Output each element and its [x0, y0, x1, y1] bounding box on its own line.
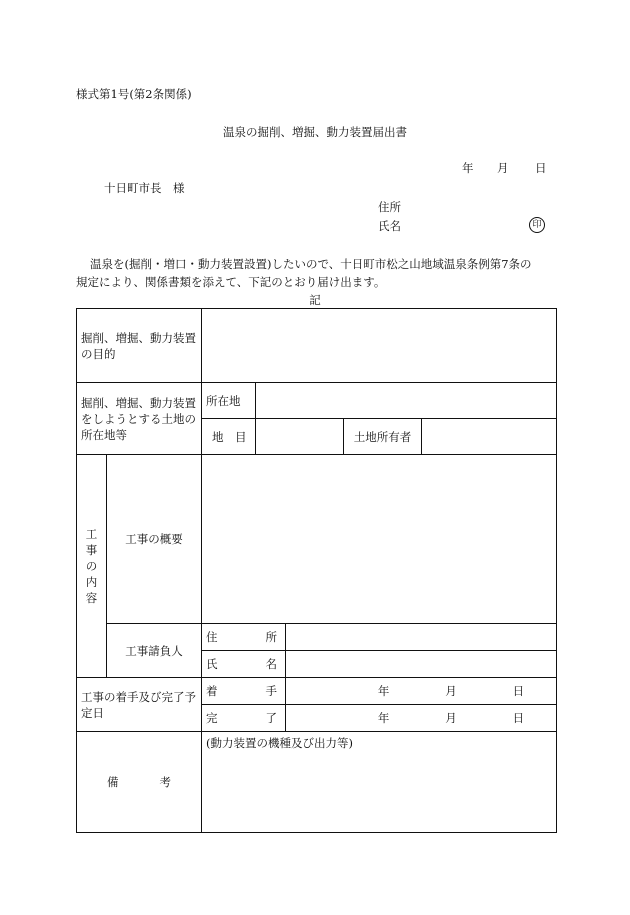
- land-owner-field[interactable]: [422, 419, 557, 455]
- contractor-address-label: [202, 624, 286, 651]
- remarks-note: (動力装置の機種及び出力等): [206, 736, 353, 750]
- date-month-label: 月: [497, 161, 509, 175]
- form-number: 様式第1号(第2条関係): [76, 87, 192, 101]
- body-paragraph-line1: 温泉を(掘削・増口・動力装置設置)したいので、十日町市松之山地域温泉条例第7条の: [90, 257, 532, 271]
- contractor-name-label: [202, 651, 286, 678]
- vertical-char: 工: [85, 527, 98, 541]
- label-char: 氏: [206, 657, 218, 671]
- vertical-char: 事: [85, 543, 98, 557]
- label-char: 了: [265, 711, 277, 725]
- label-char: 備: [107, 775, 119, 789]
- remarks-label: [77, 732, 202, 833]
- body-paragraph-line2: 規定により、関係書類を添えて、下記のとおり届け出ます。: [76, 275, 386, 289]
- label-char: 手: [265, 684, 277, 698]
- location-sub-label: 所在地: [202, 383, 256, 419]
- label-char: 住: [206, 630, 218, 644]
- finish-label: [202, 705, 286, 732]
- date-day-label: 日: [535, 161, 547, 175]
- label-char: 名: [265, 657, 277, 671]
- addressee: 十日町市長 様: [104, 181, 185, 195]
- day-label: 日: [512, 684, 525, 698]
- land-category-label: 地 目: [202, 419, 256, 455]
- schedule-label: 工事の着手及び完了予定日: [77, 678, 202, 732]
- label-char: 着: [206, 684, 218, 698]
- contractor-name-field[interactable]: [286, 651, 557, 678]
- purpose-label: 掘削、増掘、動力装置の目的: [77, 309, 202, 383]
- year-label: 年: [377, 711, 390, 725]
- vertical-char: の: [85, 559, 98, 573]
- month-label: 月: [445, 711, 457, 725]
- ki-label: 記: [309, 293, 321, 307]
- label-char: 考: [159, 775, 171, 789]
- contractor-address-field[interactable]: [286, 624, 557, 651]
- land-category-field[interactable]: [256, 419, 344, 455]
- construction-summary-field[interactable]: [202, 455, 557, 624]
- date-year-label: 年: [462, 161, 474, 175]
- address-label: 住所: [378, 200, 401, 214]
- name-label: 氏名: [378, 219, 401, 233]
- day-label: 日: [512, 711, 525, 725]
- start-date-field[interactable]: [286, 678, 557, 705]
- remarks-field[interactable]: [202, 732, 557, 833]
- contractor-label: 工事請負人: [107, 624, 202, 678]
- label-char: 所: [265, 630, 277, 644]
- location-label: 掘削、増掘、動力装置をしようとする土地の所在地等: [77, 383, 202, 455]
- purpose-field[interactable]: [202, 309, 557, 383]
- year-label: 年: [377, 684, 390, 698]
- label-char: 完: [206, 711, 218, 725]
- finish-date-field[interactable]: [286, 705, 557, 732]
- start-label: [202, 678, 286, 705]
- location-field[interactable]: [256, 383, 557, 419]
- notification-form-table: [76, 308, 557, 833]
- document-title: 温泉の掘削、増掘、動力装置届出書: [223, 125, 407, 139]
- month-label: 月: [445, 684, 457, 698]
- construction-summary-label: 工事の概要: [107, 455, 202, 624]
- construction-content-label: [77, 455, 107, 678]
- vertical-char: 容: [85, 591, 98, 605]
- vertical-char: 内: [85, 575, 98, 589]
- land-owner-label: 土地所有者: [344, 419, 422, 455]
- seal-mark: 印: [529, 217, 545, 233]
